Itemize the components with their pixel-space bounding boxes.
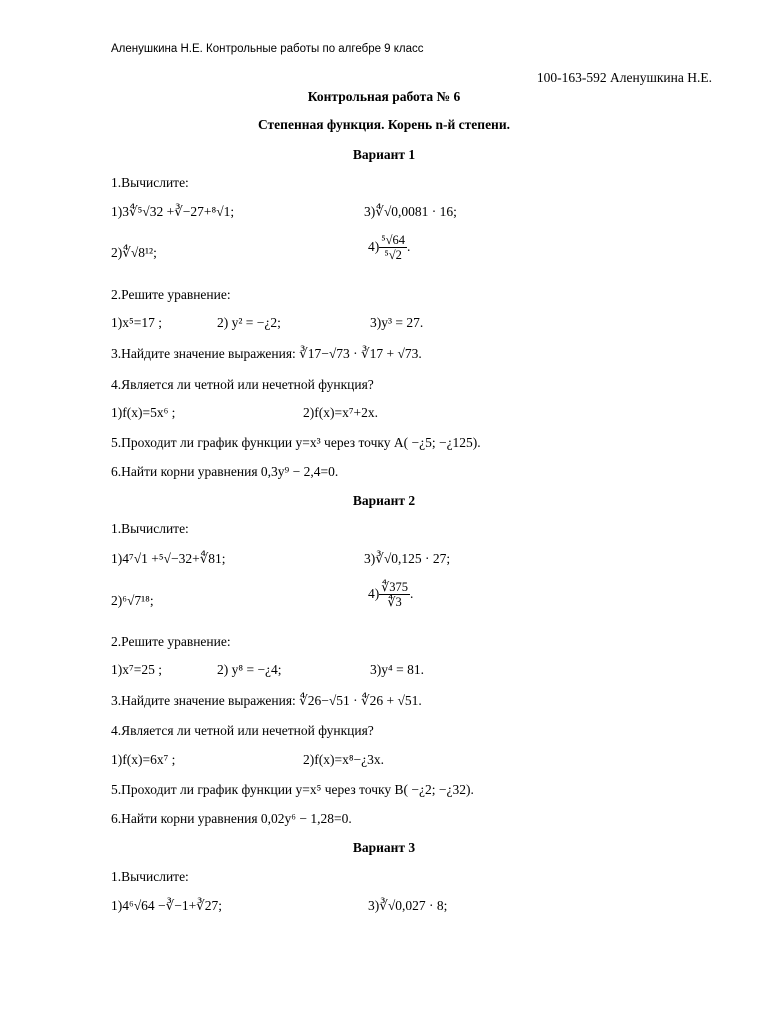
v3-task-1-item-3: 3)∛√0,027 · 8;	[368, 898, 448, 913]
v3-task-1-item-1: 1)4⁶√64 −∛−1+∛27;	[111, 898, 223, 913]
v1-item-4-denominator: ⁵√2	[384, 248, 402, 263]
document-subtitle: Степенная функция. Корень n-й степени.	[257, 117, 510, 132]
v1-item-4-numerator: ⁵√64	[381, 233, 405, 247]
variant-3-heading: Вариант 3	[352, 840, 416, 855]
v1-task-4: 4.Является ли четной или нечетной функция?	[111, 377, 374, 392]
v2-task-3: 3.Найдите значение выражения: ∜26−√51 · ∜26 + √51.	[111, 693, 422, 708]
v2-task-1: 1.Вычислите:	[111, 521, 189, 536]
v2-task-5: 5.Проходит ли график функции y=x⁵ через точку B( −¿2; −¿32).	[111, 782, 474, 797]
v1-task-1-item-2: 2)∜√8¹²;	[111, 245, 157, 260]
v2-task-2-item-2: 2) y⁸ = −¿4;	[217, 662, 282, 677]
variant-1-heading: Вариант 1	[352, 147, 416, 162]
v1-task-2-item-3: 3)y³ = 27.	[370, 315, 424, 330]
v2-task-1-item-4: 4) $\frac{∜375}{∜3}$ .	[368, 580, 414, 610]
v2-task-4: 4.Является ли четной или нечетной функция?	[111, 723, 374, 738]
v2-task-1-item-1: 1)4⁷√1 +⁵√−32+∜81;	[111, 551, 226, 566]
v2-task-6: 6.Найти корни уравнения 0,02y⁶ − 1,28=0.	[111, 811, 352, 826]
v1-task-2-item-1: 1)x⁵=17 ;	[111, 315, 162, 330]
v1-task-1-item-3: 3)∜√0,0081 · 16;	[364, 204, 457, 219]
v1-task-4-item-1: 1)f(x)=5x⁶ ;	[111, 405, 176, 420]
author-line: 100-163-592 Аленушкина Н.Е.	[536, 70, 712, 85]
v2-task-4-item-2: 2)f(x)=x⁸−¿3x.	[303, 752, 385, 767]
v2-task-1-item-3: 3)∛√0,125 · 27;	[364, 551, 451, 566]
v1-task-1-item-4: 4) $\frac{\text{⁵√64}}{\text{⁵√2}}$ .	[368, 233, 411, 263]
v2-task-2-item-1: 1)x⁷=25 ;	[111, 662, 162, 677]
v1-item-4-fraction	[379, 233, 407, 263]
v1-task-4-item-2: 2)f(x)=x⁷+2x.	[303, 405, 379, 420]
v2-task-2: 2.Решите уравнение:	[111, 634, 231, 649]
v2-task-2-item-3: 3)y⁴ = 81.	[370, 662, 424, 677]
v1-task-1: 1.Вычислите:	[111, 175, 189, 190]
variant-2-heading: Вариант 2	[352, 493, 416, 508]
v2-task-1-item-2: 2)⁶√7¹⁸;	[111, 593, 154, 608]
document-title: Контрольная работа № 6	[307, 89, 461, 104]
v1-task-1-item-1: 1)3∜⁵√32 +∛−27+⁸√1;	[111, 204, 235, 219]
v2-task-4-item-1: 1)f(x)=6x⁷ ;	[111, 752, 176, 767]
v2-item-4-denominator: ∜3	[387, 595, 402, 610]
v2-item-4-fraction	[379, 580, 410, 610]
v1-task-5: 5.Проходит ли график функции y=x³ через точку A( −¿5; −¿125).	[111, 435, 481, 450]
v1-task-2: 2.Решите уравнение:	[111, 287, 231, 302]
v3-task-1: 1.Вычислите:	[111, 869, 189, 884]
v1-item-4-prefix: 4)	[368, 238, 380, 254]
v1-task-3: 3.Найдите значение выражения: ∛17−√73 · ∛17 + √73.	[111, 346, 422, 361]
v1-task-2-item-2: 2) y² = −¿2;	[217, 315, 281, 330]
running-header: Аленушкина Н.Е. Контрольные работы по алгебре 9 класс	[111, 43, 424, 55]
v2-item-4-prefix: 4)	[368, 585, 380, 601]
v1-task-6: 6.Найти корни уравнения 0,3y⁹ − 2,4=0.	[111, 464, 339, 479]
v2-item-4-numerator: ∜375	[381, 580, 408, 594]
